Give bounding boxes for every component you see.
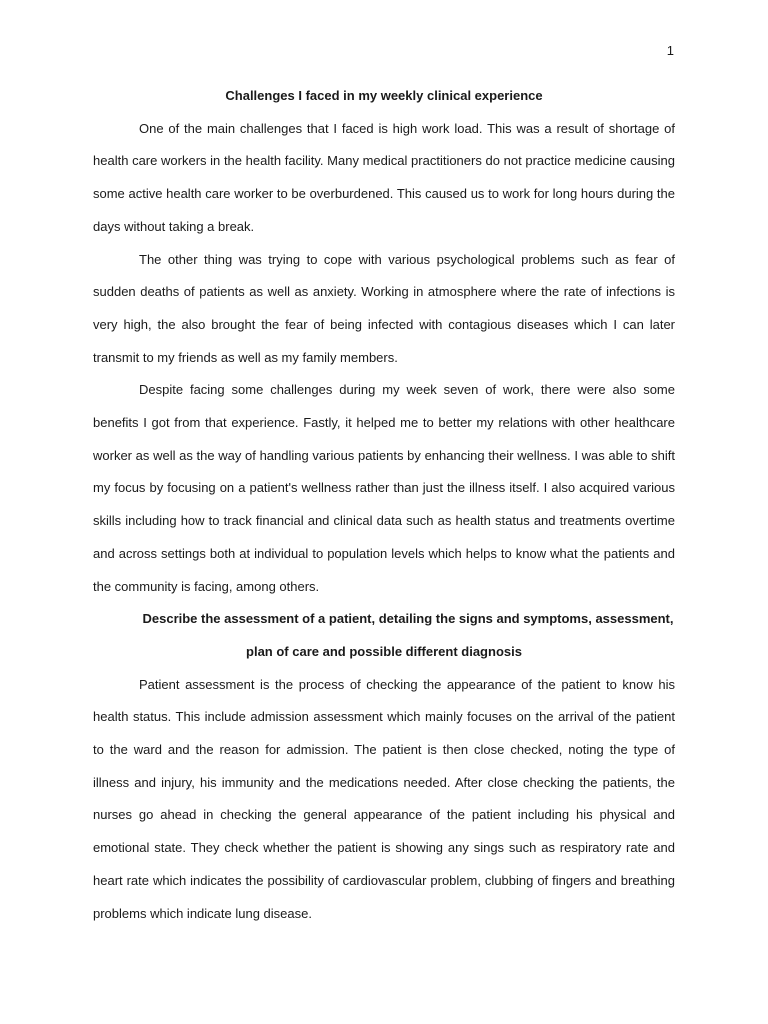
paragraph-workload: One of the main challenges that I faced is high work load. This was a result of shortage of health care workers in the health facility. Many medical practitioners do not practice medicine causing some active health care worker to be overburdened. This caused us to work for long hours during the days without taking a break. <box>93 120 675 234</box>
paragraph-benefits: Despite facing some challenges during my week seven of work, there were also some benefits I got from that experience. Fastly, it helped me to better my relations with other healthcare worker as well as the way of handling various patients by enhancing their wellness. I was able to shift my focus by focusing on a patient's wellness rather than just the illness itself. I also acquired various skills including how to track financial and clinical data such as health status and treatments overtime and across settings both at individual to population levels which helps to know what the patients and the community is facing, among others. <box>93 382 675 594</box>
document-title: Challenges I faced in my weekly clinical experience <box>225 88 543 103</box>
paragraph-assessment: Patient assessment is the process of checking the appearance of the patient to know his health status. This include admission assessment which mainly focuses on the arrival of the patient to the ward and the reason for admission. The patient is then close checked, noting the type of illness and injury, his immunity and the medications needed. After close checking the patients, the nurses go ahead in checking the general appearance of the patient including his physical and emotional state. They check whether the patient is showing any sings such as respiratory rate and heart rate which indicates the possibility of cardiovascular problem, clubbing of fingers and breathing problems which indicate lung disease. <box>93 676 675 921</box>
document-body <box>93 80 675 930</box>
paragraph-psychological: The other thing was trying to cope with various psychological problems such as fear of sudden deaths of patients as well as anxiety. Working in atmosphere where the rate of infections is very high, the also brought the fear of being infected with contagious diseases which I can later transmit to my friends as well as my family members. <box>93 251 675 365</box>
section-heading-assessment: Describe the assessment of a patient, detailing the signs and symptoms, assessment, plan of care and possible different diagnosis <box>142 611 674 659</box>
page-number: 1 <box>666 43 674 58</box>
